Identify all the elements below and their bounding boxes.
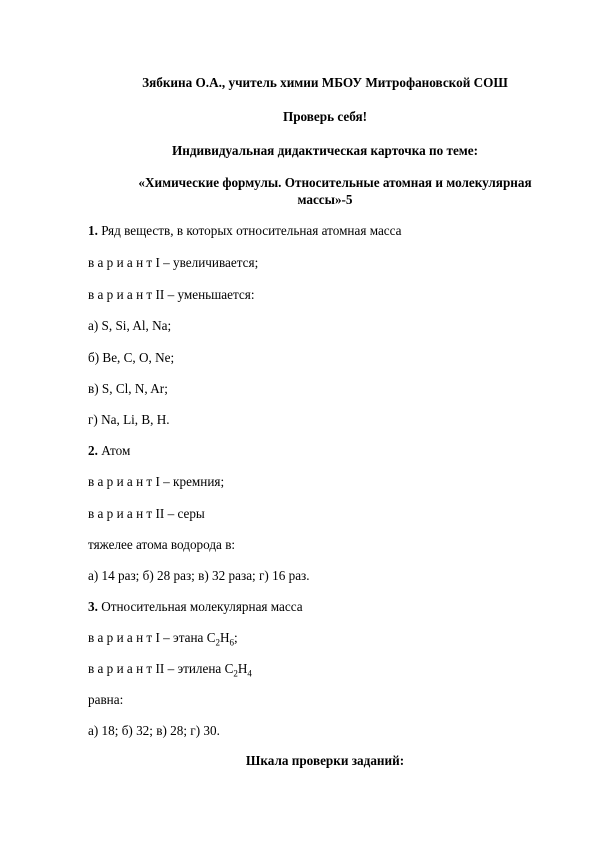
question-1-number: 1. — [88, 223, 98, 238]
question-2-stem: тяжелее атома водорода в: — [88, 537, 236, 552]
question-3-text: Относительная молекулярная масса — [97, 599, 303, 614]
question-3 — [88, 598, 303, 615]
author-line: Зябкина О.А., учитель химии МБОУ Митрофановской СОШ — [142, 75, 508, 90]
question-1-option-c: в) S, Cl, N, Ar; — [88, 381, 168, 396]
question-1-option-d: г) Na, Li, B, H. — [88, 412, 170, 427]
scale-title: Шкала проверки заданий: — [245, 753, 405, 768]
question-1-variant-2: в а р и а н т II – уменьшается: — [88, 287, 255, 302]
question-2-variant-1: в а р и а н т I – кремния; — [88, 474, 225, 489]
question-3-variant-2: в а р и а н т II – этилена $C_2H_4$ — [88, 661, 252, 679]
question-1-option-b: б) Be, C, O, Ne; — [88, 350, 175, 365]
question-2-number: 2. — [88, 443, 98, 458]
question-2-text: Атом — [97, 443, 131, 458]
topic-line-1: «Химические формулы. Относительные атомная и молекулярная — [138, 175, 532, 190]
question-3-answers: а) 18; б) 32; в) 28; г) 30. — [88, 723, 220, 738]
question-1-text: Ряд веществ, в которых относительная атомная масса — [97, 223, 402, 238]
question-2-answers: а) 14 раз; б) 28 раз; в) 32 раза; г) 16 раз. — [88, 568, 310, 583]
topic-line-2: массы»-5 — [297, 192, 353, 207]
question-3-variant-1: в а р и а н т I – этана $C_2H_6$; — [88, 630, 238, 648]
question-2 — [88, 442, 130, 459]
card-title: Индивидуальная дидактическая карточка по теме: — [171, 143, 479, 158]
question-3-number: 3. — [88, 599, 98, 614]
question-1-option-a: а) S, Si, Al, Na; — [88, 318, 172, 333]
question-2-variant-2: в а р и а н т II – серы — [88, 506, 205, 521]
check-yourself-heading: Проверь себя! — [282, 109, 368, 124]
question-1 — [88, 222, 402, 239]
question-1-variant-1: в а р и а н т I – увеличивается; — [88, 255, 259, 270]
question-3-equals: равна: — [88, 692, 124, 707]
